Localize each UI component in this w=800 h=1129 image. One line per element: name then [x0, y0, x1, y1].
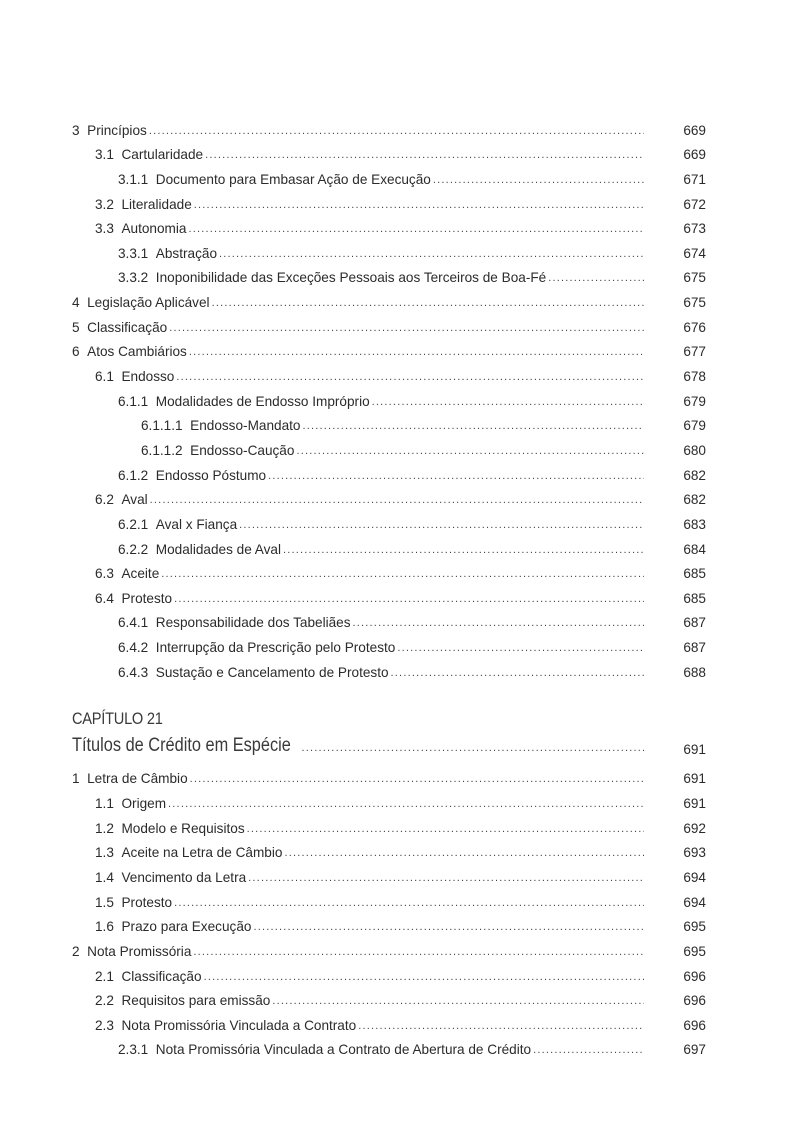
dot-leader	[189, 347, 644, 358]
dot-leader	[372, 397, 644, 408]
toc-entry-number: 6.1.2	[118, 467, 149, 483]
toc-entry-number: 2.3	[95, 1017, 114, 1033]
toc-entry-spacer	[114, 845, 122, 861]
toc-entry-page-number: 693	[683, 845, 706, 861]
toc-entry-number: 6.1.1.2	[141, 442, 183, 458]
toc-entry-spacer	[148, 542, 156, 558]
dot-leader	[194, 200, 644, 211]
toc-entry[interactable]	[72, 607, 706, 632]
toc-entry-title: Responsabilidade dos Tabeliães	[155, 615, 351, 631]
toc-entry-page-number: 696	[683, 1017, 706, 1033]
toc-entry-title: Requisitos para emissão	[121, 993, 271, 1009]
toc-section-previous-chapter	[72, 114, 706, 681]
toc-entry-spacer	[114, 870, 122, 886]
toc-entry-page-number: 692	[683, 820, 706, 836]
toc-entry-spacer	[183, 418, 191, 434]
dot-leader	[353, 618, 644, 629]
toc-entry[interactable]	[72, 508, 706, 533]
toc-entry-page-number: 695	[683, 943, 706, 959]
chapter-title: Títulos de Crédito em Espécie	[72, 734, 291, 756]
toc-entry[interactable]	[72, 935, 706, 960]
toc-entry-number: 2.3.1	[118, 1042, 149, 1058]
toc-entry-title: Modalidades de Endosso Impróprio	[155, 393, 370, 409]
toc-entry-number: 6.2.2	[118, 541, 149, 557]
toc-entry[interactable]	[72, 360, 706, 385]
toc-entry[interactable]	[72, 985, 706, 1010]
toc-entry-page-number: 685	[683, 590, 706, 606]
toc-entry[interactable]	[72, 188, 706, 213]
toc-entry[interactable]	[72, 311, 706, 336]
toc-entry-title: Protesto	[121, 894, 173, 910]
toc-entry-number: 6.4.1	[118, 615, 149, 631]
toc-entry-title: Letra de Câmbio	[87, 771, 188, 787]
toc-entry[interactable]	[72, 1034, 706, 1059]
dot-leader	[358, 1021, 644, 1032]
dot-leader	[268, 471, 644, 482]
toc-entry[interactable]	[72, 410, 706, 435]
toc-entry[interactable]	[72, 163, 706, 188]
toc-entry[interactable]	[72, 237, 706, 262]
toc-entry[interactable]	[72, 812, 706, 837]
toc-entry-spacer	[148, 615, 156, 631]
toc-entry-spacer	[148, 640, 156, 656]
toc-entry-spacer	[148, 665, 156, 681]
toc-entry-number: 6.4.3	[118, 664, 149, 680]
toc-entry-title: Endosso-Mandato	[190, 418, 301, 434]
toc-entry-spacer	[114, 197, 122, 213]
toc-entry-title: Sustação e Cancelamento de Protesto	[155, 664, 389, 680]
toc-entry-title: Interrupção da Prescrição pelo Protesto	[155, 640, 396, 656]
toc-entry[interactable]	[72, 533, 706, 558]
toc-entry-spacer	[114, 566, 122, 582]
toc-entry-title: Cartularidade	[121, 147, 204, 163]
toc-entry[interactable]	[72, 1009, 706, 1034]
toc-entry-number: 6.3	[95, 566, 114, 582]
chapter-page-number: 691	[683, 741, 706, 757]
toc-entry-title: Abstração	[155, 245, 218, 261]
toc-entry-number: 6.4.2	[118, 640, 149, 656]
toc-entry-title: Vencimento da Letra	[121, 869, 247, 885]
toc-entry-spacer	[114, 993, 122, 1009]
dot-leader	[150, 495, 644, 506]
toc-entry-spacer	[80, 944, 88, 960]
toc-entry-title: Nota Promissória	[87, 943, 192, 959]
toc-entry-page-number: 688	[683, 664, 706, 680]
toc-entry-spacer	[148, 394, 156, 410]
toc-entry[interactable]	[72, 911, 706, 936]
dot-leader	[204, 972, 644, 983]
toc-entry-title: Endosso-Caução	[190, 442, 295, 458]
toc-entry[interactable]	[72, 656, 706, 681]
toc-entry-spacer	[80, 123, 88, 139]
toc-entry-number: 5	[72, 319, 80, 335]
toc-entry-number: 3.3.2	[118, 270, 149, 286]
toc-entry-page-number: 682	[683, 467, 706, 483]
toc-entry-spacer	[114, 591, 122, 607]
dot-leader	[193, 947, 644, 958]
dot-leader	[302, 743, 644, 754]
toc-entry-spacer	[114, 221, 122, 237]
toc-entry-page-number: 684	[683, 541, 706, 557]
toc-entry-number: 1.5	[95, 894, 114, 910]
toc-entry-spacer	[80, 295, 88, 311]
toc-entry[interactable]	[72, 459, 706, 484]
toc-entry[interactable]	[72, 434, 706, 459]
dot-leader	[284, 848, 644, 859]
toc-entry-page-number: 669	[683, 147, 706, 163]
toc-entry-page-number: 694	[683, 869, 706, 885]
dot-leader	[239, 520, 644, 531]
toc-entry-spacer	[114, 821, 122, 837]
dot-leader	[248, 873, 644, 884]
toc-entry-page-number: 683	[683, 516, 706, 532]
toc-entry[interactable]	[72, 558, 706, 583]
toc-entry-number: 6.1.1.1	[141, 418, 183, 434]
table-of-contents	[72, 114, 706, 1058]
dot-leader	[397, 643, 644, 654]
dot-leader	[548, 273, 644, 284]
toc-entry-number: 6.4	[95, 590, 114, 606]
toc-entry-number: 6	[72, 344, 80, 360]
toc-entry-spacer	[80, 771, 88, 787]
toc-entry-spacer	[114, 796, 122, 812]
toc-entry-page-number: 669	[683, 122, 706, 138]
dot-leader	[149, 126, 644, 137]
toc-entry-title: Princípios	[87, 122, 147, 138]
toc-entry-spacer	[114, 369, 122, 385]
dot-leader	[190, 774, 644, 785]
toc-entry[interactable]	[72, 336, 706, 361]
toc-entry-title: Aval	[121, 492, 148, 508]
dot-leader	[161, 569, 644, 580]
toc-entry-title: Aceite na Letra de Câmbio	[121, 845, 283, 861]
toc-entry[interactable]	[72, 960, 706, 985]
toc-entry-spacer	[148, 468, 156, 484]
toc-entry[interactable]	[72, 286, 706, 311]
toc-entry-number: 3.3.1	[118, 245, 149, 261]
dot-leader	[302, 421, 644, 432]
toc-entry-spacer	[114, 147, 122, 163]
toc-entry-spacer	[114, 1018, 122, 1034]
toc-entry-spacer	[80, 320, 88, 336]
toc-entry-number: 3.3	[95, 221, 114, 237]
toc-entry-title: Autonomia	[121, 221, 187, 237]
toc-entry-number: 1	[72, 771, 80, 787]
toc-entry[interactable]	[72, 385, 706, 410]
dot-leader	[253, 922, 644, 933]
dot-leader	[174, 898, 644, 909]
toc-entry-page-number: 675	[683, 295, 706, 311]
toc-entry-page-number: 679	[683, 393, 706, 409]
toc-entry-title: Nota Promissória Vinculada a Contrato	[121, 1017, 357, 1033]
toc-entry-number: 1.3	[95, 845, 114, 861]
toc-entry-title: Origem	[121, 796, 167, 812]
dot-leader	[296, 446, 644, 457]
toc-entry-page-number: 685	[683, 566, 706, 582]
toc-entry-number: 3.2	[95, 196, 114, 212]
toc-entry-title: Modalidades de Aval	[155, 541, 282, 557]
toc-entry[interactable]	[72, 114, 706, 139]
toc-entry-number: 4	[72, 295, 80, 311]
chapter-title-row[interactable]	[72, 731, 706, 757]
toc-entry-page-number: 682	[683, 492, 706, 508]
toc-entry-page-number: 671	[683, 171, 706, 187]
toc-entry-page-number: 687	[683, 615, 706, 631]
toc-entry-number: 2.1	[95, 968, 114, 984]
toc-entry-title: Nota Promissória Vinculada a Contrato de Abertura de Crédito	[155, 1042, 532, 1058]
toc-entry-page-number: 672	[683, 196, 706, 212]
toc-entry[interactable]	[72, 484, 706, 509]
toc-entry-page-number: 676	[683, 319, 706, 335]
dot-leader	[168, 799, 644, 810]
toc-entry[interactable]	[72, 837, 706, 862]
toc-entry-title: Literalidade	[121, 196, 192, 212]
toc-entry-title: Legislação Aplicável	[87, 295, 210, 311]
toc-entry-page-number: 695	[683, 919, 706, 935]
toc-entry-page-number: 691	[683, 771, 706, 787]
dot-leader	[219, 249, 644, 260]
toc-entry-title: Prazo para Execução	[121, 919, 252, 935]
toc-entry[interactable]	[72, 787, 706, 812]
toc-entry-page-number: 680	[683, 442, 706, 458]
toc-entry-spacer	[148, 172, 156, 188]
dot-leader	[272, 996, 644, 1007]
dot-leader	[176, 372, 644, 383]
toc-entry-number: 1.4	[95, 869, 114, 885]
toc-entry[interactable]	[72, 631, 706, 656]
dot-leader	[169, 323, 644, 334]
chapter-heading	[72, 709, 706, 757]
toc-entry-number: 6.1.1	[118, 393, 149, 409]
dot-leader	[247, 824, 644, 835]
toc-entry-spacer	[183, 443, 191, 459]
dot-leader	[174, 594, 644, 605]
toc-entry-title: Classificação	[121, 968, 202, 984]
dot-leader	[212, 298, 644, 309]
toc-entry-spacer	[80, 344, 88, 360]
toc-section-chapter-21	[72, 763, 706, 1059]
toc-entry-page-number: 691	[683, 796, 706, 812]
toc-entry-title: Classificação	[87, 319, 168, 335]
toc-entry-spacer	[114, 895, 122, 911]
toc-entry-page-number: 678	[683, 369, 706, 385]
dot-leader	[188, 224, 644, 235]
toc-entry-page-number: 675	[683, 270, 706, 286]
toc-entry-title: Inoponibilidade das Exceções Pessoais aos Terceiros de Boa-Fé	[155, 270, 547, 286]
toc-entry-title: Modelo e Requisitos	[121, 820, 245, 836]
toc-entry-number: 1.1	[95, 796, 114, 812]
toc-entry-number: 6.2.1	[118, 516, 149, 532]
toc-entry-number: 3.1.1	[118, 171, 149, 187]
toc-entry[interactable]	[72, 139, 706, 164]
toc-entry-page-number: 677	[683, 344, 706, 360]
toc-entry-page-number: 687	[683, 640, 706, 656]
toc-entry-spacer	[148, 1042, 156, 1058]
toc-entry-page-number: 697	[683, 1042, 706, 1058]
toc-entry-number: 2.2	[95, 993, 114, 1009]
toc-entry-page-number: 694	[683, 894, 706, 910]
toc-entry-spacer	[148, 246, 156, 262]
toc-entry-title: Documento para Embasar Ação de Execução	[155, 171, 431, 187]
toc-entry-spacer	[114, 919, 122, 935]
toc-entry-title: Endosso Póstumo	[155, 467, 267, 483]
chapter-label: CAPÍTULO 21	[72, 708, 163, 728]
toc-entry-page-number: 696	[683, 993, 706, 1009]
toc-entry-number: 3.1	[95, 147, 114, 163]
toc-entry[interactable]	[72, 861, 706, 886]
toc-entry[interactable]	[72, 213, 706, 238]
toc-entry-spacer	[148, 270, 156, 286]
toc-entry-number: 6.2	[95, 492, 114, 508]
toc-entry-spacer	[114, 492, 122, 508]
toc-entry-number: 1.6	[95, 919, 114, 935]
toc-entry-page-number: 673	[683, 221, 706, 237]
dot-leader	[533, 1045, 644, 1056]
toc-entry-number: 2	[72, 943, 80, 959]
toc-entry-number: 3	[72, 122, 80, 138]
toc-entry-number: 1.2	[95, 820, 114, 836]
toc-entry-title: Aceite	[121, 566, 160, 582]
toc-entry-number: 6.1	[95, 369, 114, 385]
toc-entry-spacer	[148, 517, 156, 533]
toc-entry-title: Atos Cambiários	[87, 344, 187, 360]
toc-entry-page-number: 674	[683, 245, 706, 261]
toc-entry-title: Endosso	[121, 369, 175, 385]
toc-entry-title: Aval x Fiança	[155, 516, 238, 532]
toc-entry[interactable]	[72, 262, 706, 287]
toc-entry[interactable]	[72, 763, 706, 788]
toc-entry[interactable]	[72, 886, 706, 911]
dot-leader	[433, 175, 644, 186]
dot-leader	[391, 668, 644, 679]
toc-entry-page-number: 696	[683, 968, 706, 984]
toc-entry[interactable]	[72, 582, 706, 607]
dot-leader	[205, 150, 644, 161]
toc-entry-spacer	[114, 969, 122, 985]
toc-entry-page-number: 679	[683, 418, 706, 434]
toc-entry-title: Protesto	[121, 590, 173, 606]
dot-leader	[283, 545, 644, 556]
